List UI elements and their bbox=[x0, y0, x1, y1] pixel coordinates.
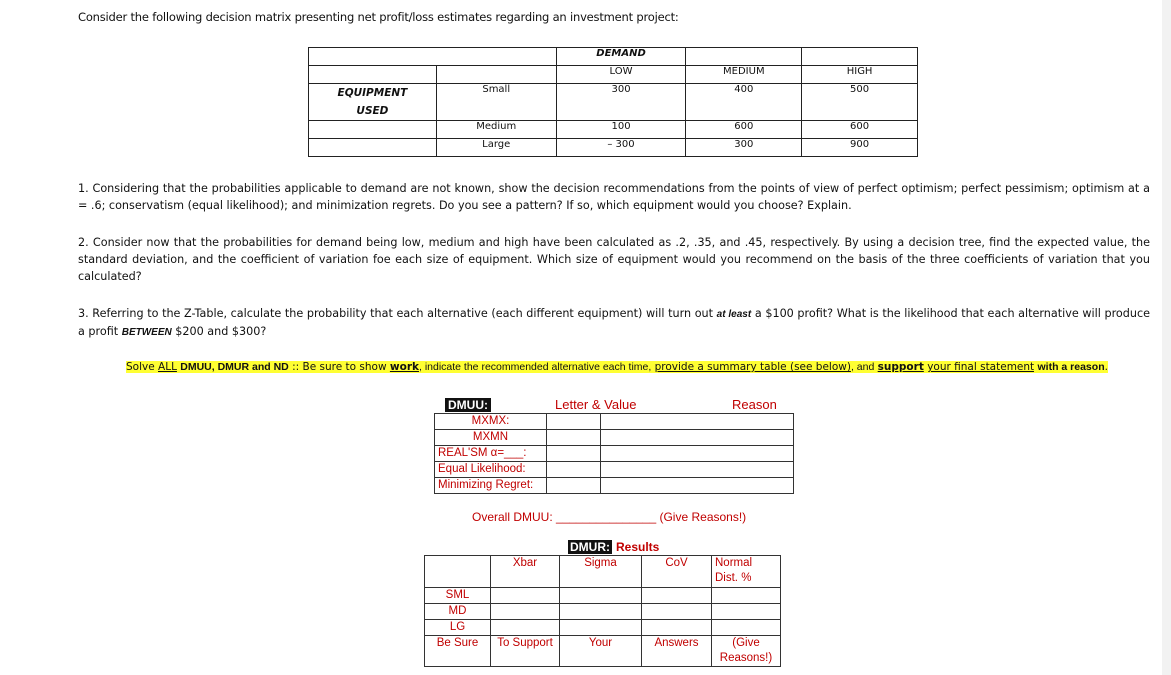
question-1: 1. Considering that the probabilities applicable to demand are not known, show the decision recommendations from the points of view of perfect optimism; perfect pessimism; optimism at a = .6; conservatism (equal likelihood); and minimization regrets. Do you see a pattern? If so, which equipment would you choose? Explain. bbox=[78, 182, 1150, 212]
dmuu-row: Minimizing Regret: bbox=[435, 478, 794, 494]
dmur-cell[interactable] bbox=[560, 620, 642, 636]
row-label-large: Large bbox=[436, 139, 556, 157]
dmuu-col-reason: Reason bbox=[732, 397, 777, 412]
dmuu-value-cell[interactable] bbox=[547, 462, 601, 478]
dmur-header-row: Xbar Sigma CoV Normal Dist. % bbox=[425, 556, 781, 588]
cell-medium-high: 600 bbox=[802, 121, 918, 139]
dmuu-header: DMUU: bbox=[445, 398, 491, 412]
dmur-row: MD bbox=[425, 604, 781, 620]
overall-dmuu: Overall DMUU: _______________ (Give Reasons!) bbox=[472, 510, 747, 524]
dmuu-col-letter: Letter & Value bbox=[555, 397, 637, 412]
demand-label: DEMAND bbox=[556, 48, 686, 66]
dmuu-row: MXMN bbox=[435, 430, 794, 446]
col-low: LOW bbox=[556, 66, 686, 84]
matrix-row-small bbox=[309, 84, 918, 121]
matrix-header-row bbox=[309, 66, 918, 84]
page-edge bbox=[1162, 0, 1171, 675]
dmur-cell[interactable] bbox=[491, 620, 560, 636]
dmur-row: SML bbox=[425, 588, 781, 604]
dmuu-row: Equal Likelihood: bbox=[435, 462, 794, 478]
dmuu-reason-cell[interactable] bbox=[601, 462, 794, 478]
dmuu-value-cell[interactable] bbox=[547, 478, 601, 494]
cell-small-low: 300 bbox=[556, 84, 686, 121]
dmuu-row: MXMX: bbox=[435, 414, 794, 430]
decision-matrix bbox=[308, 47, 918, 157]
dmuu-row: REAL'SM α=___: bbox=[435, 446, 794, 462]
cell-medium-medium: 600 bbox=[686, 121, 802, 139]
dmur-row: LG bbox=[425, 620, 781, 636]
matrix-row-large bbox=[309, 139, 918, 157]
col-high: HIGH bbox=[802, 66, 918, 84]
cell-large-high: 900 bbox=[802, 139, 918, 157]
dmuu-value-cell[interactable] bbox=[547, 414, 601, 430]
dmur-cell[interactable] bbox=[491, 588, 560, 604]
dmur-header: DMUR: Results bbox=[570, 540, 660, 554]
dmur-cell[interactable] bbox=[712, 588, 781, 604]
dmuu-reason-cell[interactable] bbox=[601, 478, 794, 494]
dmuu-reason-cell[interactable] bbox=[601, 430, 794, 446]
dmur-cell[interactable] bbox=[560, 604, 642, 620]
dmur-table bbox=[424, 555, 781, 667]
dmur-cell[interactable] bbox=[642, 620, 712, 636]
col-medium: MEDIUM bbox=[686, 66, 802, 84]
instruction-line: Solve ALL DMUU, DMUR and ND :: Be sure to show work, indicate the recommended alternative each time, provide a summary table (see below), and support your final statement with a reason. bbox=[126, 361, 1108, 373]
dmur-cell[interactable] bbox=[560, 588, 642, 604]
equipment-label: EQUIPMENT USED bbox=[309, 84, 437, 121]
matrix-row-medium bbox=[309, 121, 918, 139]
matrix-demand-row bbox=[309, 48, 918, 66]
dmuu-value-cell[interactable] bbox=[547, 446, 601, 462]
cell-small-medium: 400 bbox=[686, 84, 802, 121]
dmur-cell[interactable] bbox=[642, 604, 712, 620]
dmuu-reason-cell[interactable] bbox=[601, 414, 794, 430]
dmuu-table bbox=[434, 413, 794, 494]
question-2: 2. Consider now that the probabilities for demand being low, medium and high have been calculated as .2, .35, and .45, respectively. By using a decision tree, find the expected value, the standard deviation, and the coefficient of variation foe each size of equipment. Which size of equipment would you recommend on the basis of the three coefficients of variation that you calculated? bbox=[78, 236, 1150, 283]
intro-text: Consider the following decision matrix presenting net profit/loss estimates regarding an investment project: bbox=[78, 10, 679, 24]
dmuu-reason-cell[interactable] bbox=[601, 446, 794, 462]
row-label-small: Small bbox=[436, 84, 556, 121]
dmuu-value-cell[interactable] bbox=[547, 430, 601, 446]
cell-large-low: – 300 bbox=[556, 139, 686, 157]
dmur-cell[interactable] bbox=[491, 604, 560, 620]
dmur-cell[interactable] bbox=[712, 604, 781, 620]
dmur-cell[interactable] bbox=[712, 620, 781, 636]
dmur-cell[interactable] bbox=[642, 588, 712, 604]
cell-large-medium: 300 bbox=[686, 139, 802, 157]
dmur-footer-row: Be Sure To Support Your Answers (Give Reasons!) bbox=[425, 636, 781, 667]
question-3: 3. Referring to the Z-Table, calculate the probability that each alternative (each different equipment) will turn out at least a $100 profit? What is the likelihood that each alternative will produce a profit BETWEEN $200 and $300? bbox=[78, 307, 1151, 338]
cell-small-high: 500 bbox=[802, 84, 918, 121]
row-label-medium: Medium bbox=[436, 121, 556, 139]
cell-medium-low: 100 bbox=[556, 121, 686, 139]
